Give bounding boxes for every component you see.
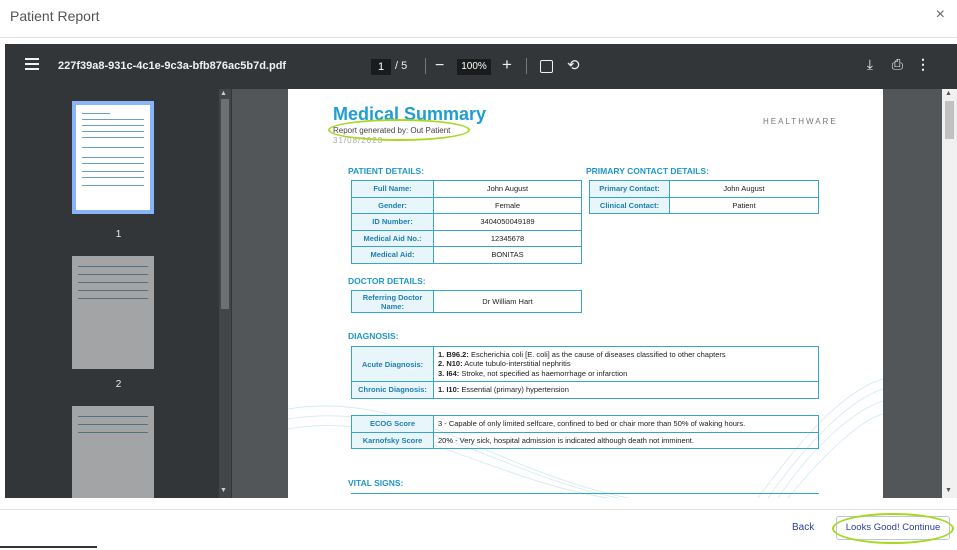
toolbar-separator [425, 58, 426, 74]
download-icon[interactable]: ⤓ [866, 56, 873, 72]
table-row: Clinical Contact: Patient [590, 197, 819, 214]
pdf-toolbar [5, 44, 957, 89]
zoom-in-icon[interactable]: + [502, 55, 512, 74]
scroll-up-icon[interactable]: ▲ [220, 90, 227, 97]
page-scrollbar[interactable] [942, 89, 957, 498]
table-row: Gender: Female [352, 197, 582, 214]
table-row: ECOG Score 3 - Capable of only limited selfcare, confined to bed or chair more than 50% of waking hours. [352, 416, 819, 433]
print-icon[interactable]: ⎙ [891, 56, 903, 72]
zoom-input[interactable]: 100% [457, 59, 491, 75]
thumbnail-page-3[interactable] [72, 406, 154, 498]
scroll-down-icon[interactable]: ▼ [220, 487, 227, 494]
pdf-filename: 227f39a8-931c-4c1e-9c3a-bfb876ac5b7d.pdf [58, 60, 287, 72]
healthware-logo: HEALTHWARE [763, 117, 838, 126]
table-row: Referring Doctor Name: Dr William Hart [352, 291, 582, 313]
patient-details-table [351, 180, 582, 264]
toolbar-separator [526, 58, 527, 74]
rotate-icon[interactable]: ⟲ [567, 57, 580, 74]
fit-page-icon[interactable] [540, 60, 553, 73]
thumbnail-page-2[interactable] [72, 256, 154, 369]
thumbnail-page-1[interactable] [72, 101, 154, 214]
page-scrollbar-thumb[interactable] [945, 101, 954, 139]
report-title: Medical Summary [333, 104, 487, 124]
scores-table [351, 415, 819, 449]
primary-contact-heading: PRIMARY CONTACT DETAILS: [586, 166, 709, 176]
pdf-viewer [5, 44, 957, 498]
back-button[interactable]: Back [792, 522, 815, 533]
table-row: Medical Aid: BONITAS [352, 247, 582, 264]
more-icon[interactable]: ⋮ [916, 56, 930, 72]
vital-signs-table-edge [351, 493, 819, 494]
thumbnail-sidebar [5, 89, 232, 498]
zoom-out-icon[interactable]: − [435, 57, 445, 74]
table-row: Acute Diagnosis: 1. B96.2: Escherichia coli [E. coli] as the cause of diseases classified to other chapters 2. N10: Acute tubulo-interstitial nephritis 3. I64: Stroke, not specified as haemorrhage or infarction [352, 347, 819, 382]
diagnosis-heading: DIAGNOSIS: [348, 331, 399, 341]
page-number-input[interactable]: 1 [371, 59, 391, 75]
close-icon[interactable]: × [935, 6, 945, 23]
report-generated-by: Report generated by: Out Patient [333, 126, 451, 135]
patient-details-heading: PATIENT DETAILS: [348, 166, 425, 176]
table-row: Karnofsky Score 20% - Very sick, hospital admission is indicated although death not imminent. [352, 432, 819, 449]
diagnosis-table [351, 346, 819, 399]
scroll-up-icon[interactable]: ▲ [945, 90, 952, 97]
primary-contact-table [589, 180, 819, 214]
thumbnail-label: 1 [115, 229, 122, 240]
highlight-circle [832, 513, 954, 544]
thumbnail-label: 2 [115, 379, 122, 390]
doctor-details-heading: DOCTOR DETAILS: [348, 276, 426, 286]
continue-button[interactable]: Looks Good! Continue [836, 516, 950, 540]
logo-tagline: · · · · · · · · [771, 126, 800, 130]
table-row: Chronic Diagnosis: 1. I10: Essential (primary) hypertension [352, 382, 819, 399]
table-row: Primary Contact: John August [590, 181, 819, 198]
divider [0, 37, 957, 38]
scroll-down-icon[interactable]: ▼ [945, 487, 952, 494]
menu-icon[interactable] [25, 58, 39, 73]
doctor-details-table [351, 290, 582, 313]
table-row: Full Name: John August [352, 181, 582, 198]
sidebar-scrollbar-thumb[interactable] [221, 99, 229, 309]
table-row: Medical Aid No.: 12345678 [352, 230, 582, 247]
pdf-page [288, 89, 883, 498]
footer-divider [0, 509, 957, 510]
vital-signs-heading: VITAL SIGNS: [348, 478, 404, 488]
taskbar-edge [0, 546, 97, 548]
report-date: 31/08/2023 [333, 136, 384, 145]
highlight-circle [328, 119, 470, 141]
page-total: / 5 [395, 60, 408, 72]
table-row: ID Number: 3404050049189 [352, 214, 582, 231]
modal-title: Patient Report [10, 8, 100, 24]
